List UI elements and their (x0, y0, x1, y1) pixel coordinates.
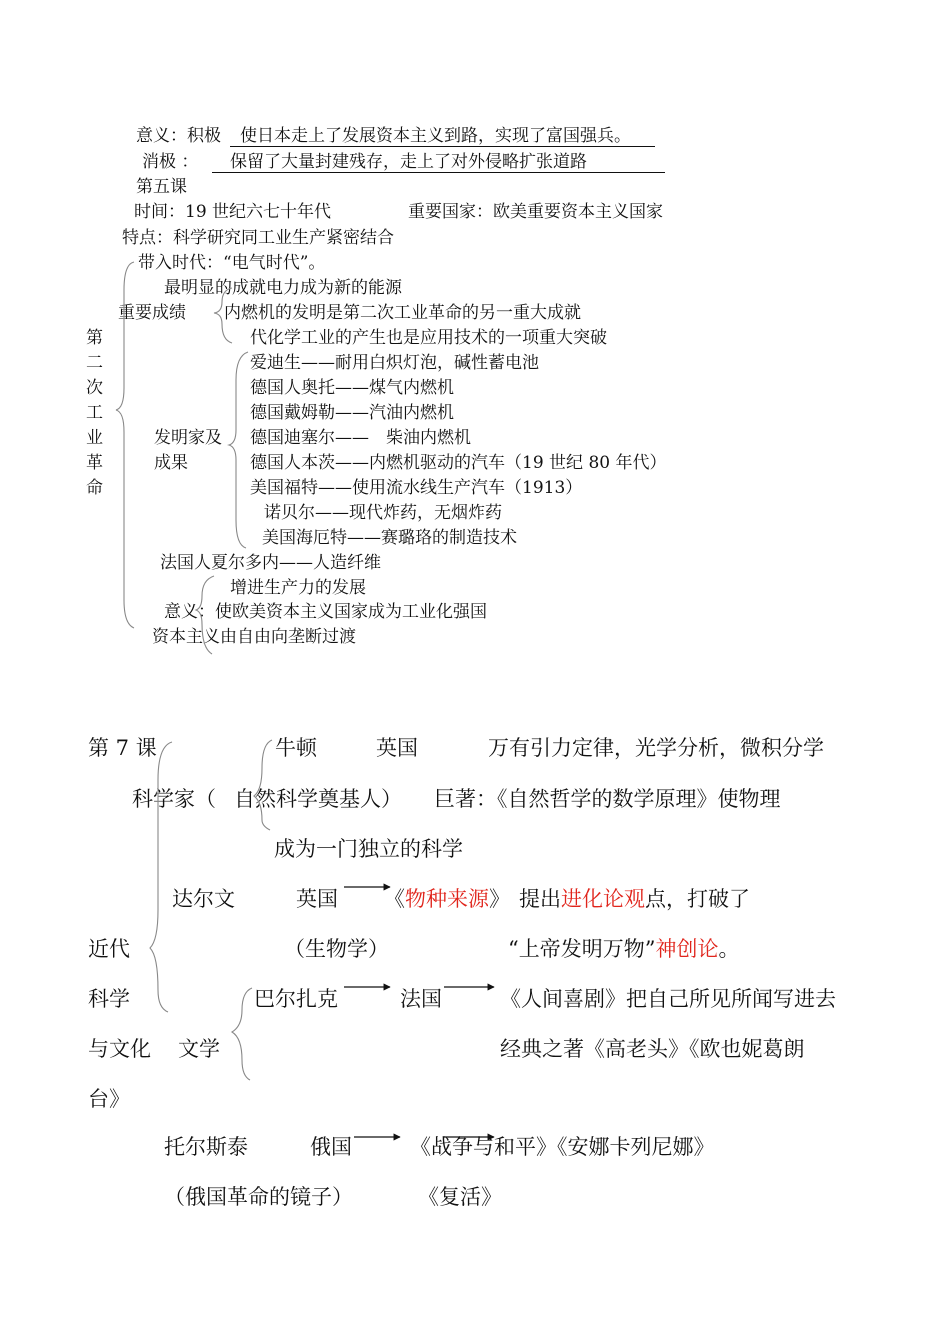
negative-meaning: 保留了大量封建残存，走上了对外侵略扩张道路 (212, 154, 665, 173)
creationism: 神创论 (655, 937, 719, 961)
newton-founder: 自然科学奠基人） (234, 787, 402, 811)
scientist-label: 科学家（ (132, 787, 216, 811)
lesson5-feature: 特点：科学研究同工业生产紧密结合 (122, 228, 394, 248)
significance-brace (196, 576, 214, 654)
inventor-item: 德国人奥托——煤气内燃机 (250, 378, 454, 398)
newton-result: 成为一门独立的科学 (274, 837, 463, 861)
side-char: 工 (86, 403, 103, 423)
inventors-label: 发明家及 (154, 428, 222, 448)
newton-name: 牛顿 (275, 736, 317, 760)
inventor-item: 爱迪生——耐用白炽灯泡，碱性蓄电池 (250, 353, 539, 373)
newton-country: 英国 (376, 736, 418, 760)
side-char: 次 (86, 378, 103, 398)
side-char: 命 (86, 478, 103, 498)
side-char: 二 (86, 353, 103, 373)
lesson7-side: 与文化 (88, 1037, 151, 1061)
science-brace (150, 742, 172, 1012)
inventor-item: 法国人夏尔多内——人造纤维 (160, 553, 381, 573)
positive-meaning: 使日本走上了发展资本主义到路，实现了富国强兵。 (240, 128, 655, 147)
lesson7-side: 科学 (88, 987, 130, 1011)
inventor-item: 美国海厄特——赛璐珞的制造技术 (262, 528, 517, 548)
newton-book: 巨著：《自然哲学的数学原理》使物理 (434, 787, 781, 811)
inventor-item: 德国人本茨——内燃机驱动的汽车（19 世纪 80 年代） (250, 453, 667, 473)
balzac-work: 台》 (88, 1087, 130, 1111)
side-char: 第 (86, 328, 103, 348)
achievements-label: 重要成绩 (118, 303, 186, 323)
lesson7-title: 第 7 课 (88, 736, 157, 760)
inventors-label: 成果 (154, 453, 188, 473)
tolstoy-works: 《战争与和平》《安娜卡列尼娜》 (410, 1135, 715, 1159)
negative-label: 消极 ： (142, 152, 199, 172)
newton-brace (254, 740, 272, 830)
balzac-name: 巴尔扎克 (254, 987, 338, 1011)
balzac-country: 法国 (400, 987, 442, 1011)
lesson5-title: 第五课 (136, 177, 187, 197)
significance-item: 意义：使欧美资本主义国家成为工业化强国 (164, 602, 487, 622)
evolution-theory: 进化论观 (561, 887, 645, 911)
tolstoy-name: 托尔斯泰 (164, 1135, 248, 1159)
darwin-theory-line: 提出进化论观点，打破了 (519, 887, 750, 911)
lesson5-countries: 重要国家：欧美重要资本主义国家 (408, 202, 663, 222)
literature-brace (232, 988, 252, 1080)
side-char: 革 (86, 453, 103, 473)
side-char: 业 (86, 428, 103, 448)
achievement-item: 代化学工业的产生也是应用技术的一项重大突破 (250, 328, 607, 348)
darwin-book-title: 物种来源 (405, 887, 489, 911)
meaning-label: 意义：积极 (136, 126, 221, 146)
darwin-country: 英国 (296, 887, 338, 911)
lesson7-side: 近代 (88, 937, 130, 961)
darwin-book: 《物种来源》 (384, 887, 510, 911)
balzac-work: 《人间喜剧》把自己所见所闻写进去 (500, 987, 836, 1011)
lesson5-era: 带入时代：“电气时代”。 (138, 253, 326, 273)
lesson5-time: 时间：19 世纪六七十年代 (134, 202, 332, 222)
tolstoy-nickname: （俄国革命的镜子） (164, 1185, 353, 1209)
achievement-item: 内燃机的发明是第二次工业革命的另一重大成就 (224, 303, 581, 323)
inventor-item: 美国福特——使用流水线生产汽车（1913） (250, 478, 583, 498)
darwin-name: 达尔文 (172, 887, 235, 911)
inventor-item: 诺贝尔——现代炸药，无烟炸药 (264, 503, 502, 523)
newton-work: 万有引力定律，光学分析，微积分学 (488, 736, 824, 760)
big-brace (116, 262, 134, 628)
balzac-work: 经典之著《高老头》《欧也妮葛朗 (500, 1037, 805, 1061)
literature-label: 文学 (178, 1037, 220, 1061)
darwin-quote-line: “上帝发明万物”神创论。 (508, 937, 740, 961)
tolstoy-work: 《复活》 (418, 1185, 502, 1209)
inventor-item: 德国迪塞尔—— 柴油内燃机 (250, 428, 471, 448)
significance-item: 增进生产力的发展 (230, 578, 366, 598)
significance-item: 资本主义由自由向垄断过渡 (152, 627, 356, 647)
darwin-field: （生物学） (284, 937, 389, 961)
achievement-item: 最明显的成就电力成为新的能源 (164, 278, 402, 298)
inventor-item: 德国戴姆勒——汽油内燃机 (250, 403, 454, 423)
inventors-brace (229, 352, 248, 548)
tolstoy-country: 俄国 (310, 1135, 352, 1159)
achievements-brace (214, 288, 232, 343)
